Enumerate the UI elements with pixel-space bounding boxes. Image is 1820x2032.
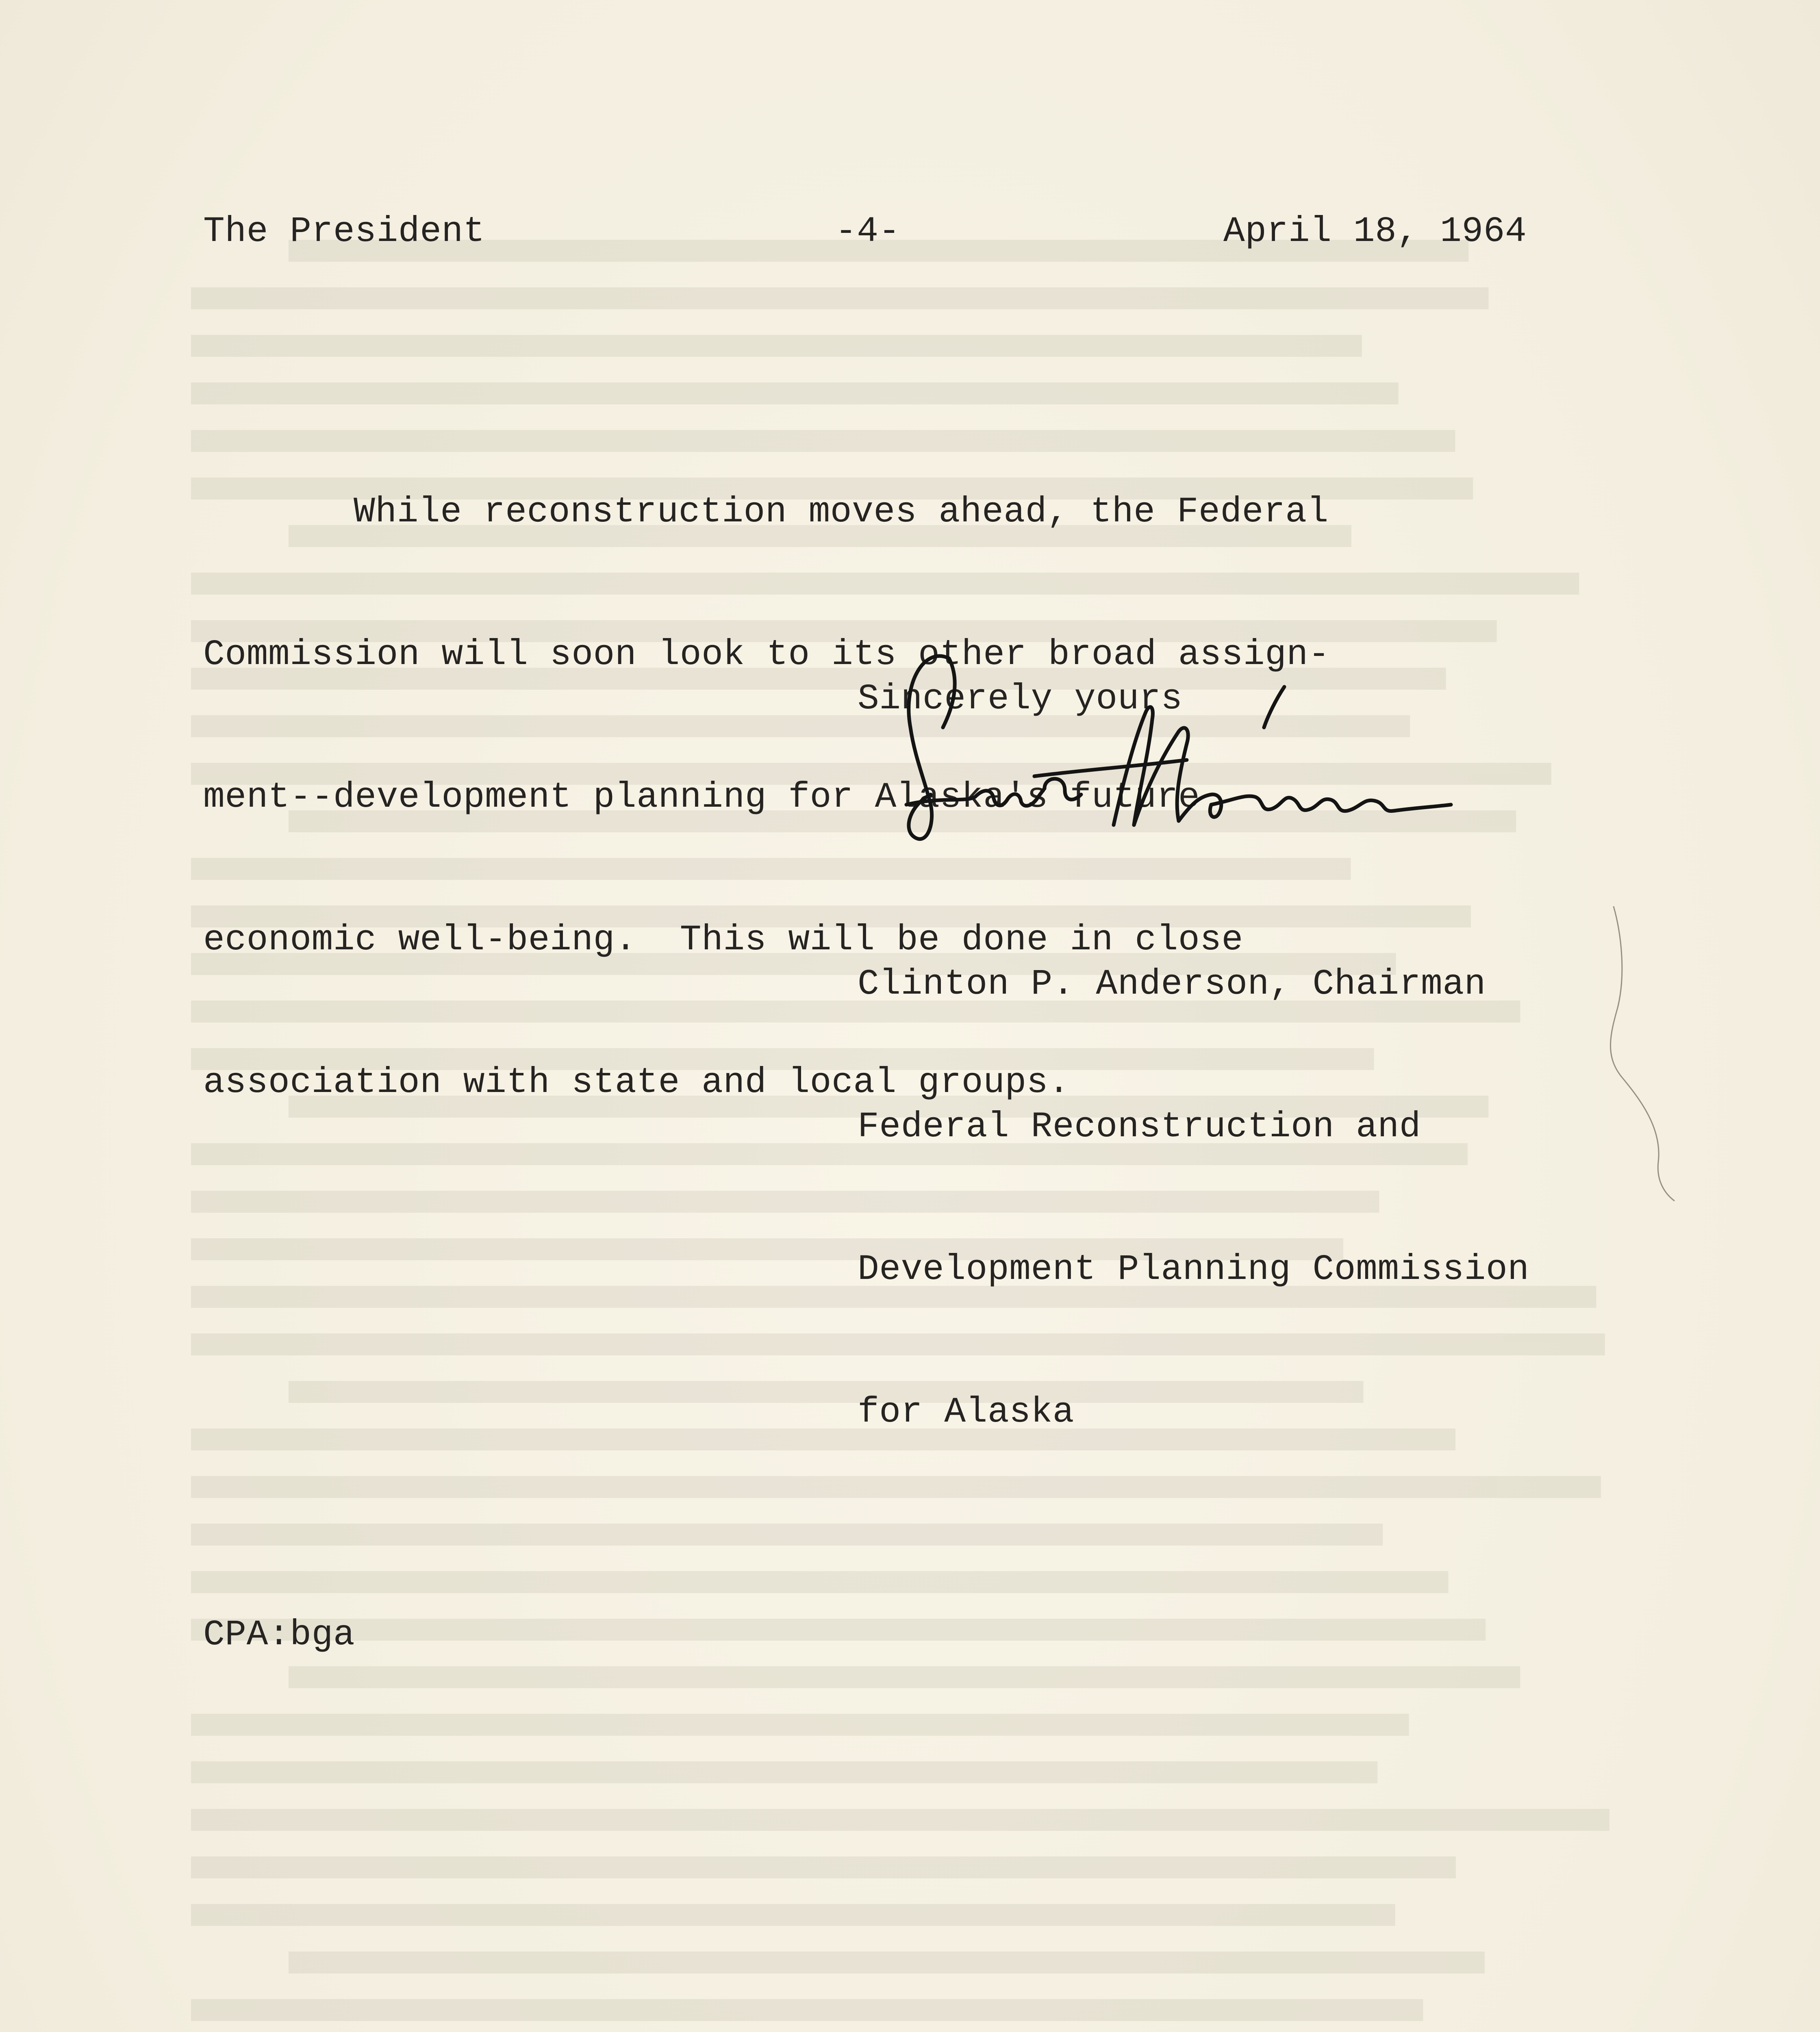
- closing: Sincerely yours: [858, 679, 1183, 719]
- signer-title: Federal Reconstruction and: [858, 1107, 1421, 1147]
- bleed-line: [191, 1714, 1409, 1736]
- bleed-line: [191, 1809, 1609, 1831]
- bleed-line: [191, 1761, 1377, 1783]
- signature-block: [858, 866, 1529, 1531]
- body-line: economic well-being. This will be done in close: [203, 920, 1243, 960]
- body-line: Commission will soon look to its other broad assign-: [203, 635, 1330, 675]
- signer-name: Clinton P. Anderson, Chairman: [858, 964, 1486, 1005]
- margin-line-mark: [1597, 902, 1687, 1203]
- bleed-line: [289, 1666, 1520, 1688]
- header-recipient: The President: [203, 212, 485, 252]
- header-page-number: -4-: [835, 212, 900, 252]
- bleed-line: [191, 1571, 1448, 1593]
- bleed-line: [191, 287, 1489, 309]
- bleed-line: [191, 1999, 1423, 2021]
- bleed-line: [191, 335, 1362, 357]
- bleed-line: [191, 1856, 1456, 1878]
- bleed-line: [191, 1619, 1486, 1641]
- handwritten-signature: [854, 634, 1455, 862]
- body-line: ment--development planning for Alaska's future: [203, 777, 1200, 818]
- header-date: April 18, 1964: [1223, 212, 1527, 252]
- body-line: association with state and local groups.: [203, 1063, 1070, 1103]
- bleed-line: [191, 1904, 1395, 1926]
- signer-title: Development Planning Commission: [858, 1250, 1529, 1290]
- body-line: While reconstruction moves ahead, the Federal: [354, 492, 1329, 532]
- signer-title: for Alaska: [858, 1392, 1075, 1433]
- bleed-line: [289, 1952, 1485, 1973]
- reference-initials: CPA:bga: [203, 1615, 355, 1655]
